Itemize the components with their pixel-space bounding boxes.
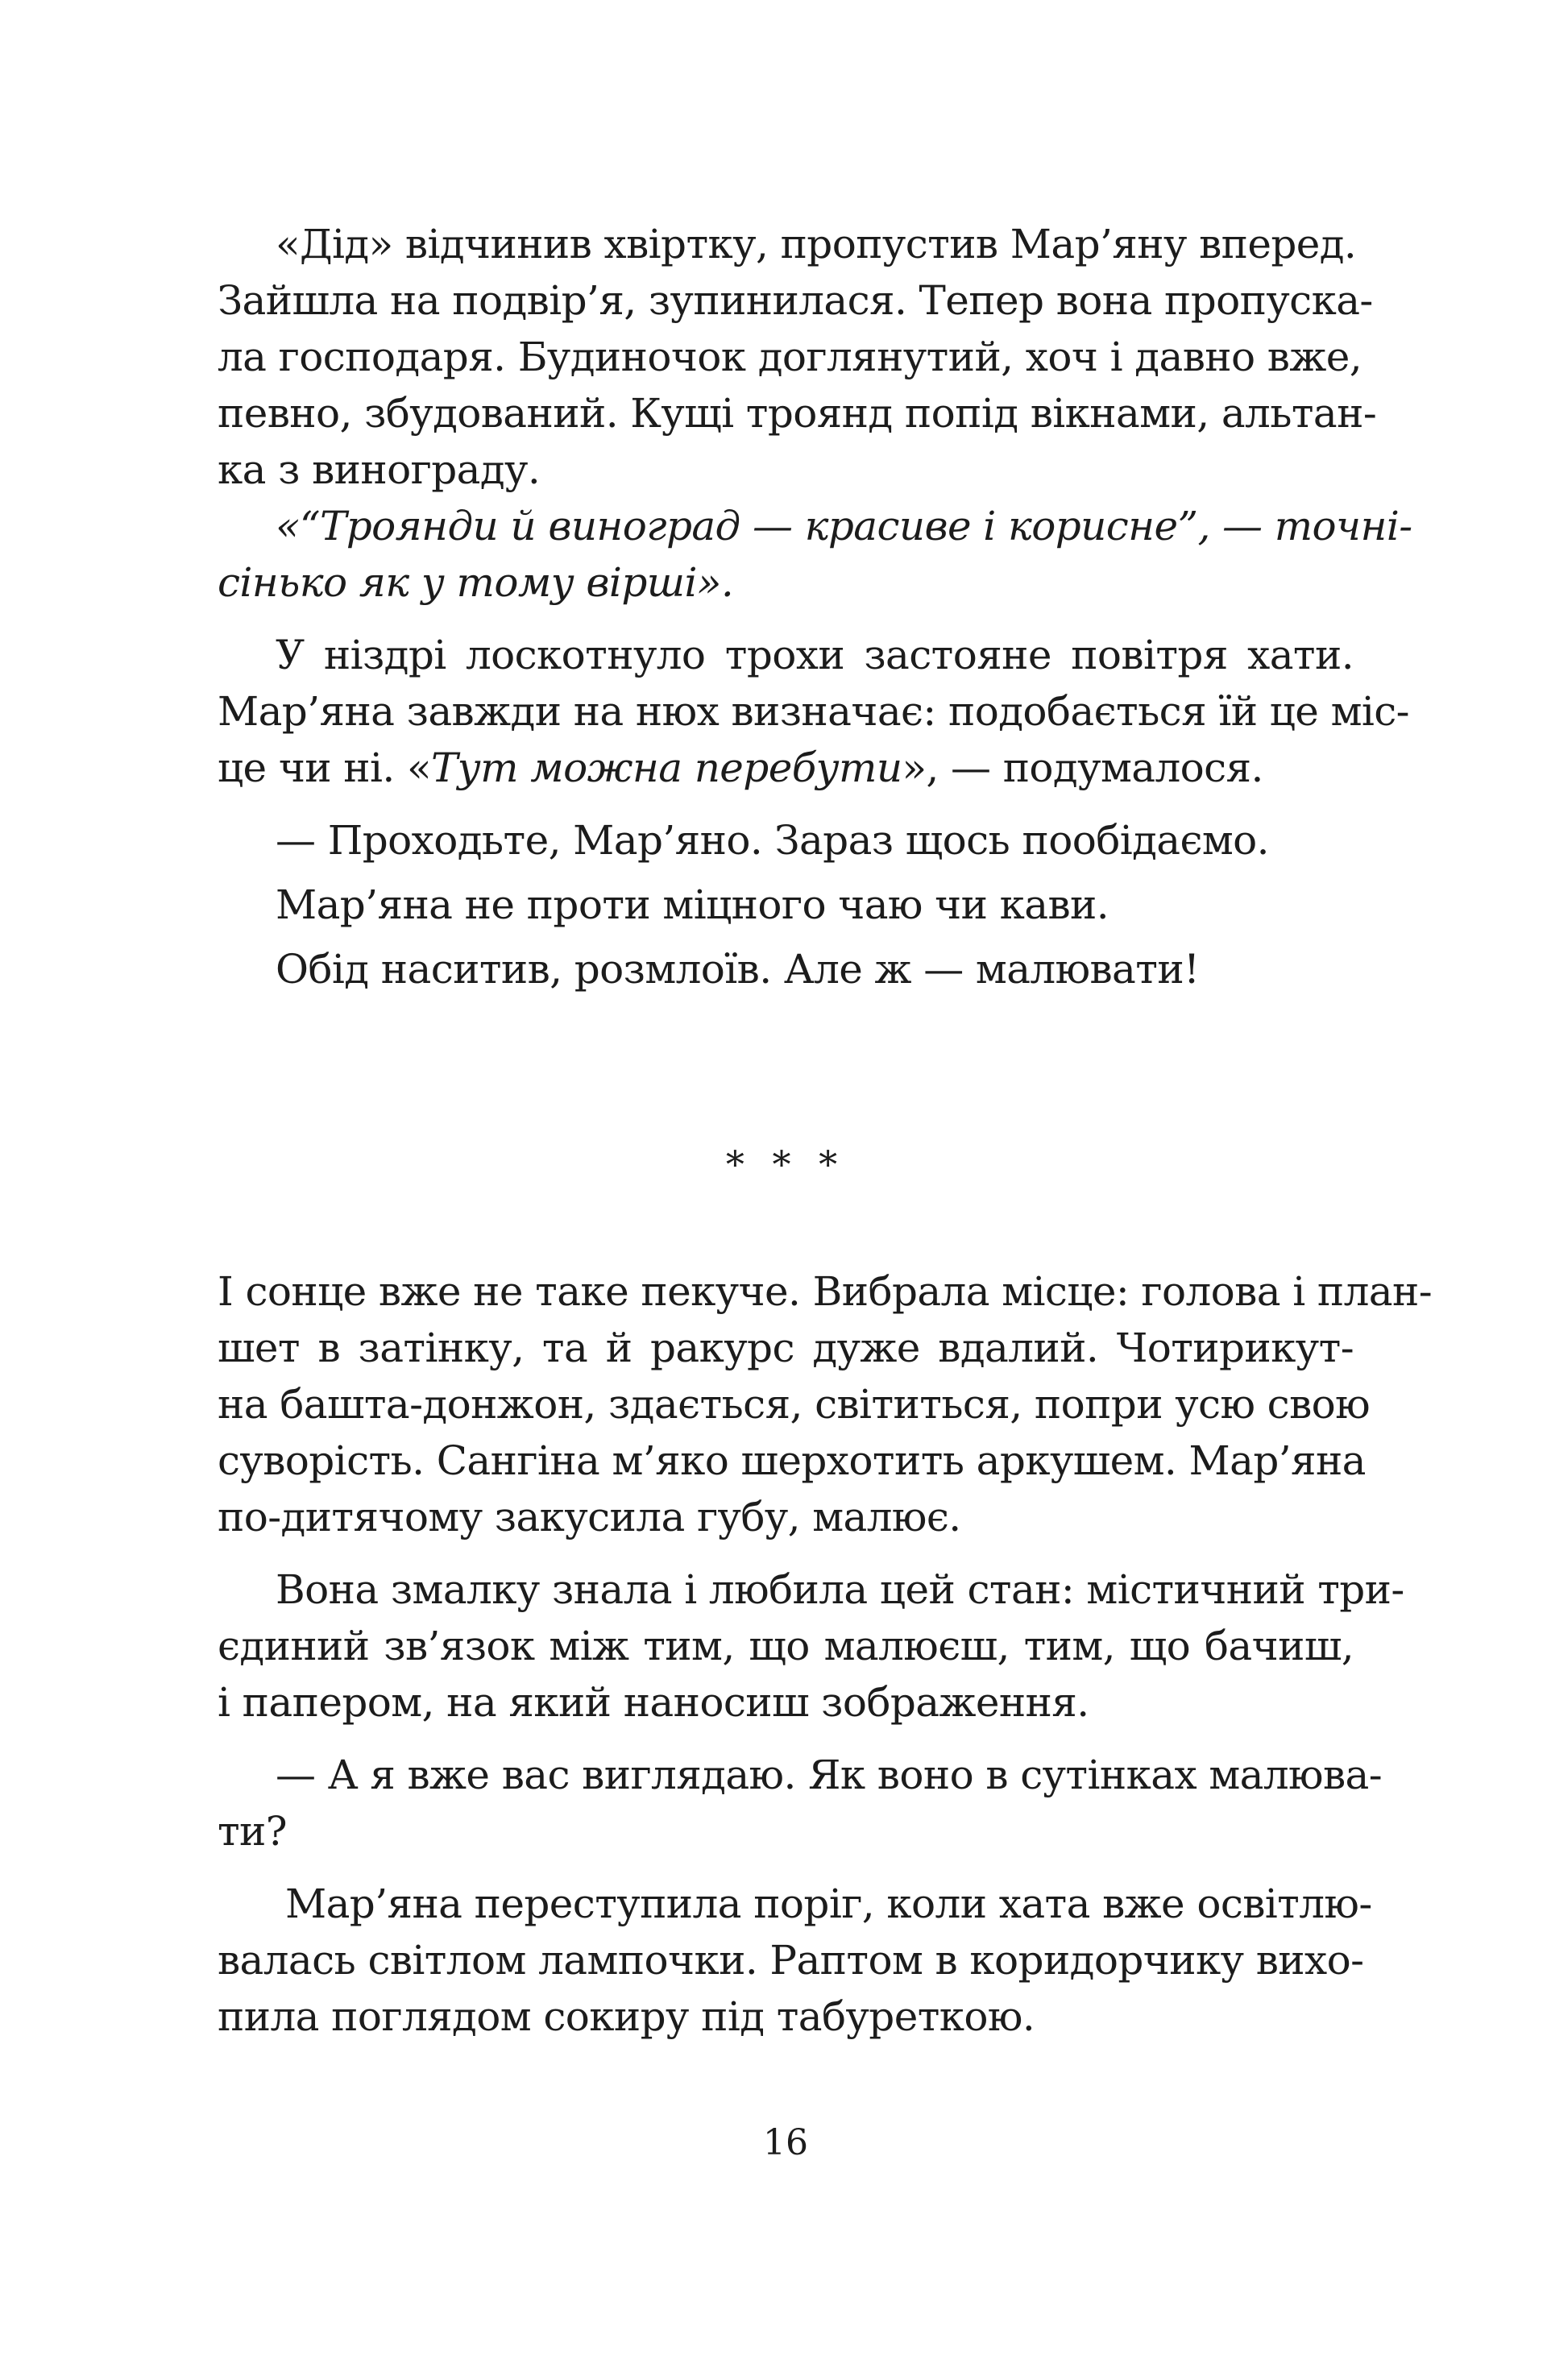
book-page (218, 0, 1433, 2380)
text-line: Мар’яна не проти міцного чаю чи кави. (276, 881, 1109, 928)
text-line: У ніздрі лоскотнуло трохи застояне повітря хати. (276, 632, 1354, 678)
dialogue-line: — А я вже вас виглядаю. Як воно в сутінках малюва- (276, 1752, 1383, 1798)
text-line: на башта-донжон, здається, світиться, попри усю свою (218, 1381, 1371, 1428)
text-line: «Дід» відчинив хвіртку, пропустив Мар’яну вперед. (276, 221, 1357, 267)
text-line: пила поглядом сокиру під табуреткою. (218, 1993, 1035, 2040)
page-number: 16 (763, 2122, 808, 2163)
text-line: і папером, на який наносиш зображення. (218, 1679, 1089, 1726)
text-line: певно, збудований. Кущі троянд попід вікнами, альтан- (218, 390, 1377, 437)
text-line: Мар’яна переступила поріг, коли хата вже освітлю- (285, 1880, 1372, 1927)
text-line: по-дитячому закусила губу, малює. (218, 1494, 961, 1540)
italic-quote: сінько як у тому вірші». (218, 559, 734, 606)
section-separator: * * * (725, 1142, 846, 1186)
text-span: », — подумалося. (902, 744, 1263, 791)
dialogue-line: — Проходьте, Мар’яно. Зараз щось пообідаємо. (276, 817, 1269, 864)
text-line: ка з винограду. (218, 446, 541, 493)
text-line: суворість. Сангіна м’яко шерхотить аркушем. Мар’яна (218, 1437, 1366, 1484)
text-line: шет в затінку, та й ракурс дуже вдалий. Чотирикут- (218, 1325, 1354, 1371)
italic-text-line (218, 498, 1412, 554)
text-line: Мар’яна завжди на нюх визначає: подобається їй це міс- (218, 688, 1409, 735)
text-line: валась світлом лампочки. Раптом в коридорчику вихо- (218, 1937, 1364, 1984)
text-line (218, 740, 1354, 796)
italic-text-line (218, 554, 1354, 611)
text-line: єдиний зв’язок між тим, що малюєш, тим, що бачиш, (218, 1623, 1354, 1669)
italic-thought: Тут можна перебути (431, 744, 902, 791)
text-line: І сонце вже не таке пекуче. Вибрала місце: голова і план- (218, 1268, 1433, 1315)
text-line: Зайшла на подвір’я, зупинилася. Тепер вона пропуска- (218, 277, 1373, 324)
italic-quote: «“Троянди й виноград — красиве і корисне”, — точні- (276, 503, 1412, 549)
text-span: це чи ні. « (218, 744, 432, 791)
text-line: Обід наситив, розмлоїв. Але ж — малювати! (276, 946, 1200, 993)
text-line: ла господаря. Будиночок доглянутий, хоч і давно вже, (218, 334, 1362, 380)
dialogue-line: ти? (218, 1808, 287, 1855)
text-line: Вона змалку знала і любила цей стан: містичний три- (276, 1566, 1404, 1613)
